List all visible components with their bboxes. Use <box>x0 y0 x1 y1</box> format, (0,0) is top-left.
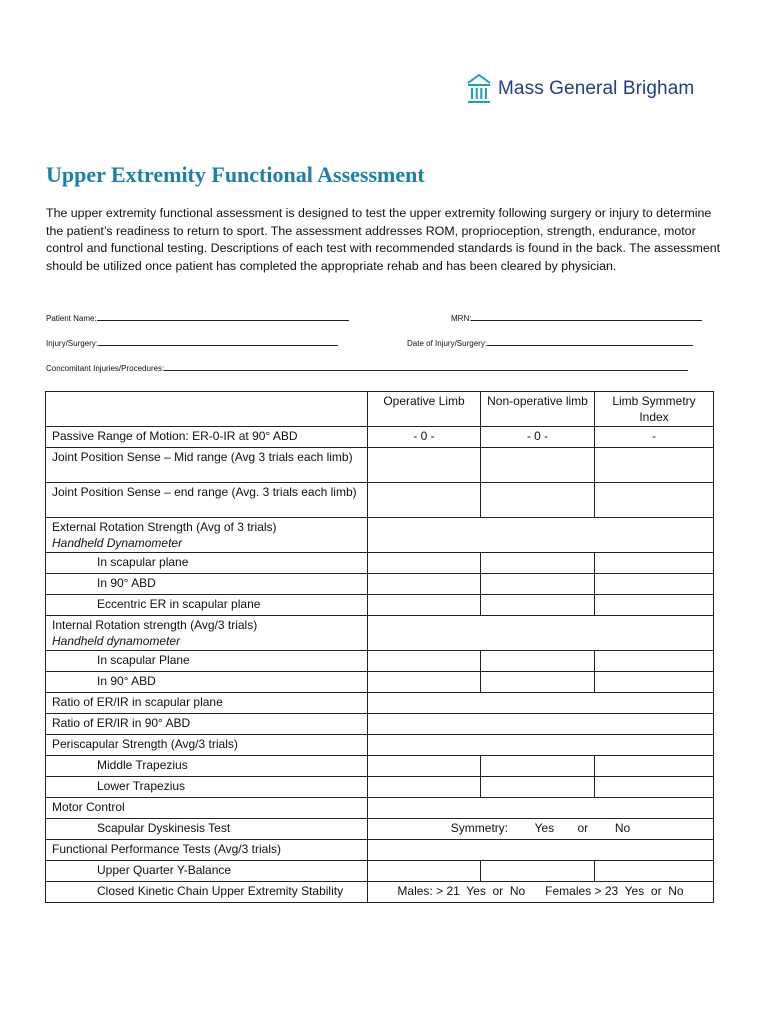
cell-lsi[interactable] <box>595 448 714 483</box>
header-operative-limb: Operative Limb <box>368 392 481 427</box>
hospital-building-icon <box>466 72 492 106</box>
row-label <box>46 518 368 553</box>
merged-cell <box>368 798 714 819</box>
injury-surgery-field[interactable] <box>46 337 338 349</box>
cell-operative[interactable] <box>368 777 481 798</box>
row-label: In scapular plane <box>46 553 368 574</box>
table-row <box>46 882 714 903</box>
row-label: In 90° ABD <box>46 672 368 693</box>
row-label <box>46 616 368 651</box>
row-label: Motor Control <box>46 798 368 819</box>
intro-paragraph: The upper extremity functional assessment is designed to test the upper extremity following surgery or injury to determine the patient’s readiness to return to sport. The assessment addresses ROM, proprioception, strength, endurance, motor control and functional testing. Descriptions of each test with recommended standards is found in the back. The assessment should be utilized once patient has completed the appropriate rehab and has been cleared by physician. <box>46 206 721 273</box>
row-label: Middle Trapezius <box>46 756 368 777</box>
table-row <box>46 714 714 735</box>
patient-name-line[interactable] <box>97 312 349 321</box>
injury-surgery-line[interactable] <box>98 337 338 346</box>
table-row <box>46 777 714 798</box>
cell-lsi[interactable] <box>595 861 714 882</box>
table-row <box>46 574 714 595</box>
cell-operative[interactable] <box>368 756 481 777</box>
concomitant-field[interactable] <box>46 362 688 374</box>
table-row <box>46 672 714 693</box>
concomitant-line[interactable] <box>164 362 688 371</box>
cell-non-operative[interactable] <box>481 651 595 672</box>
cell-operative[interactable] <box>368 483 481 518</box>
cell-lsi[interactable] <box>595 553 714 574</box>
cell-non-operative[interactable] <box>481 595 595 616</box>
row-label: Passive Range of Motion: ER-0-IR at 90° ABD <box>46 427 368 448</box>
table-row <box>46 553 714 574</box>
table-row <box>46 448 714 483</box>
mrn-field[interactable] <box>451 312 702 324</box>
table-row <box>46 861 714 882</box>
brand-name: Mass General Brigham <box>498 78 695 99</box>
table-row <box>46 616 714 651</box>
row-label: Closed Kinetic Chain Upper Extremity Stability <box>46 882 368 903</box>
merged-cell <box>368 735 714 756</box>
table-row <box>46 518 714 553</box>
table-row <box>46 735 714 756</box>
merged-cell <box>368 616 714 651</box>
row-label: Functional Performance Tests (Avg/3 trials) <box>46 840 368 861</box>
cell-non-operative[interactable] <box>481 861 595 882</box>
cell-non-operative[interactable] <box>481 448 595 483</box>
page-title: Upper Extremity Functional Assessment <box>46 162 425 187</box>
row-label: Eccentric ER in scapular plane <box>46 595 368 616</box>
cell-non-operative[interactable] <box>481 553 595 574</box>
date-of-injury-line[interactable] <box>487 337 693 346</box>
cell-non-operative[interactable]: - 0 - <box>481 427 595 448</box>
cell-lsi[interactable] <box>595 756 714 777</box>
row-subtitle: Handheld Dynamometer <box>52 536 183 550</box>
cell-operative[interactable] <box>368 553 481 574</box>
table-row <box>46 798 714 819</box>
date-of-injury-field[interactable] <box>407 337 693 349</box>
ckc-standard-choice[interactable]: Males: > 21 Yes or No Females > 23 Yes or No <box>368 882 714 903</box>
assessment-table <box>45 391 714 903</box>
row-label: Lower Trapezius <box>46 777 368 798</box>
cell-lsi[interactable] <box>595 672 714 693</box>
row-label: Joint Position Sense – end range (Avg. 3 trials each limb) <box>46 483 368 518</box>
header-limb-symmetry-index: Limb Symmetry Index <box>595 392 714 427</box>
table-row <box>46 756 714 777</box>
row-subtitle: Handheld dynamometer <box>52 634 181 648</box>
row-label: Joint Position Sense – Mid range (Avg 3 trials each limb) <box>46 448 368 483</box>
date-of-injury-label: Date of Injury/Surgery: <box>407 339 488 348</box>
row-title: Internal Rotation strength (Avg/3 trials) <box>52 618 258 632</box>
cell-non-operative[interactable] <box>481 756 595 777</box>
cell-lsi[interactable]: - <box>595 427 714 448</box>
cell-operative[interactable] <box>368 574 481 595</box>
patient-name-field[interactable] <box>46 312 349 324</box>
injury-surgery-label: Injury/Surgery: <box>46 339 99 348</box>
cell-non-operative[interactable] <box>481 777 595 798</box>
brand-logo <box>466 72 694 106</box>
cell-lsi[interactable] <box>595 777 714 798</box>
cell-operative[interactable] <box>368 651 481 672</box>
patient-name-label: Patient Name: <box>46 314 97 323</box>
table-row <box>46 840 714 861</box>
cell-operative[interactable] <box>368 595 481 616</box>
merged-cell <box>368 518 714 553</box>
cell-lsi[interactable] <box>595 651 714 672</box>
table-row <box>46 595 714 616</box>
row-label: In 90° ABD <box>46 574 368 595</box>
row-label: Upper Quarter Y-Balance <box>46 861 368 882</box>
symmetry-choice[interactable]: Symmetry: Yes or No <box>368 819 714 840</box>
cell-operative[interactable] <box>368 861 481 882</box>
cell-operative[interactable]: - 0 - <box>368 427 481 448</box>
row-label: Scapular Dyskinesis Test <box>46 819 368 840</box>
header-test <box>46 392 368 427</box>
mrn-line[interactable] <box>471 312 702 321</box>
concomitant-label: Concomitant Injuries/Procedures: <box>46 364 165 373</box>
table-row <box>46 651 714 672</box>
row-label: Ratio of ER/IR in 90° ABD <box>46 714 368 735</box>
cell-non-operative[interactable] <box>481 483 595 518</box>
cell-lsi[interactable] <box>595 595 714 616</box>
table-header-row <box>46 392 714 427</box>
header-non-operative-limb: Non-operative limb <box>481 392 595 427</box>
merged-cell[interactable] <box>368 693 714 714</box>
merged-cell <box>368 840 714 861</box>
table-row <box>46 483 714 518</box>
cell-operative[interactable] <box>368 672 481 693</box>
row-label: Ratio of ER/IR in scapular plane <box>46 693 368 714</box>
row-label: In scapular Plane <box>46 651 368 672</box>
cell-non-operative[interactable] <box>481 672 595 693</box>
merged-cell[interactable] <box>368 714 714 735</box>
row-label: Periscapular Strength (Avg/3 trials) <box>46 735 368 756</box>
table-row <box>46 819 714 840</box>
mrn-label: MRN: <box>451 314 472 323</box>
cell-lsi[interactable] <box>595 483 714 518</box>
table-row <box>46 693 714 714</box>
cell-operative[interactable] <box>368 448 481 483</box>
cell-non-operative[interactable] <box>481 574 595 595</box>
cell-lsi[interactable] <box>595 574 714 595</box>
table-row <box>46 427 714 448</box>
row-title: External Rotation Strength (Avg of 3 trials) <box>52 520 277 534</box>
